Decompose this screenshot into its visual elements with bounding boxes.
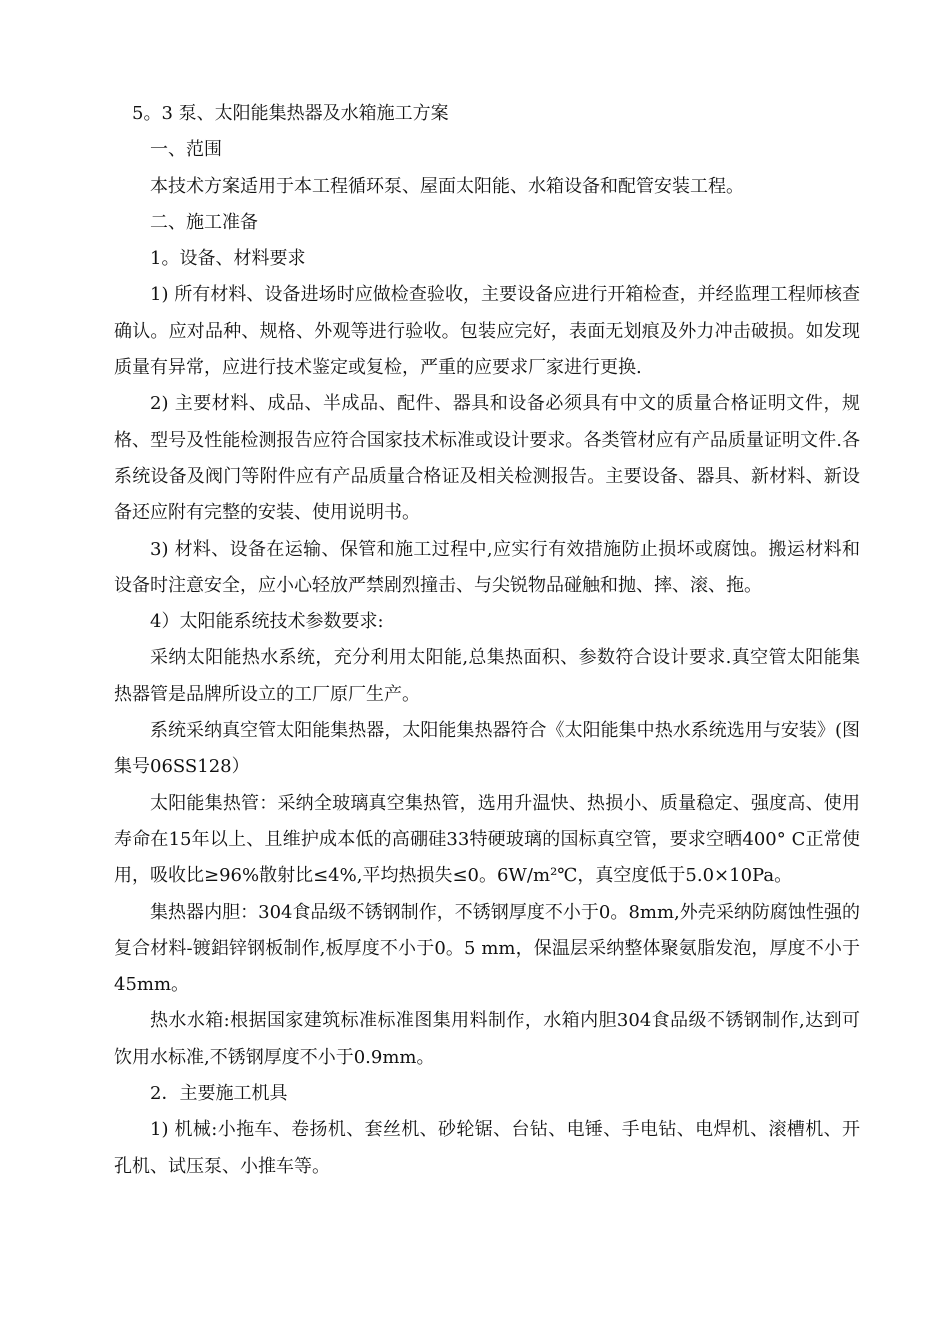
body-paragraph: 1) 机械:小拖车、卷扬机、套丝机、砂轮锯、台钻、电锤、手电钻、电焊机、滚槽机、开孔机、试压泵、小推车等。 <box>114 1119 860 1177</box>
subsection-heading-scope: 一、范围 <box>150 139 222 161</box>
body-paragraph: 太阳能集热管：采纳全玻璃真空集热管，选用升温快、热损小、质量稳定、强度高、使用寿命在15年以上、且维护成本低的高硼硅33特硬玻璃的国标真空管，要求空晒400° C正常使用，吸收比≥96%散射比≤4%,平均热损失≤0。6W/m²℃，真空度低于5.0×10Pa。 <box>114 792 860 887</box>
body-paragraph: 2) 主要材料、成品、半成品、配件、器具和设备必须具有中文的质量合格证明文件，规格、型号及性能检测报告应符合国家技术标准或设计要求。各类管材应有产品质量证明文件.各系统设备及阀门等附件应有产品质量合格证及相关检测报告。主要设备、器具、新材料、新设备还应附有完整的安装、使用说明书。 <box>114 393 860 524</box>
body-paragraph: 热水水箱:根据国家建筑标准标准图集用料制作，水箱内胆304食品级不锈钢制作,达到可饮用水标准,不锈钢厚度不小于0.9mm。 <box>114 1010 860 1068</box>
body-paragraph: 集热器内胆：304食品级不锈钢制作，不锈钢厚度不小于0。8mm,外壳采纳防腐蚀性强的复合材料-镀鋁锌钢板制作,板厚度不小于0。5 mm，保温层采纳整体聚氨脂发泡，厚度不小于45mm。 <box>114 901 860 996</box>
body-paragraph: 3) 材料、设备在运输、保管和施工过程中,应实行有效措施防止损坏或腐蚀。搬运材料和设备时注意安全，应小心轻放严禁剧烈撞击、与尖锐物品碰触和抛、摔、滚、拖。 <box>114 538 860 596</box>
document-body <box>114 96 860 1185</box>
body-paragraph: 4）太阳能系统技术参数要求: <box>150 611 384 633</box>
item-heading-tools: 2．主要施工机具 <box>150 1083 288 1105</box>
section-heading: 5。3 泵、太阳能集热器及水箱施工方案 <box>132 103 449 124</box>
body-paragraph: 本技术方案适用于本工程循环泵、屋面太阳能、水箱设备和配管安装工程。 <box>150 175 744 197</box>
body-paragraph: 1) 所有材料、设备进场时应做检查验收，主要设备应进行开箱检查，并经监理工程师核查确认。应对品种、规格、外观等进行验收。包装应完好，表面无划痕及外力冲击破损。如发现质量有异常，应进行技术鉴定或复检，严重的应要求厂家进行更换. <box>114 284 860 379</box>
body-paragraph: 采纳太阳能热水系统，充分利用太阳能,总集热面积、参数符合设计要求.真空管太阳能集热器管是品牌所设立的工厂原厂生产。 <box>114 647 860 705</box>
subsection-heading-preparation: 二、施工准备 <box>150 211 258 233</box>
body-paragraph: 系统采纳真空管太阳能集热器，太阳能集热器符合《太阳能集中热水系统选用与安装》(图集号06SS128） <box>114 720 860 778</box>
item-heading-equipment-materials: 1。设备、材料要求 <box>150 248 306 270</box>
